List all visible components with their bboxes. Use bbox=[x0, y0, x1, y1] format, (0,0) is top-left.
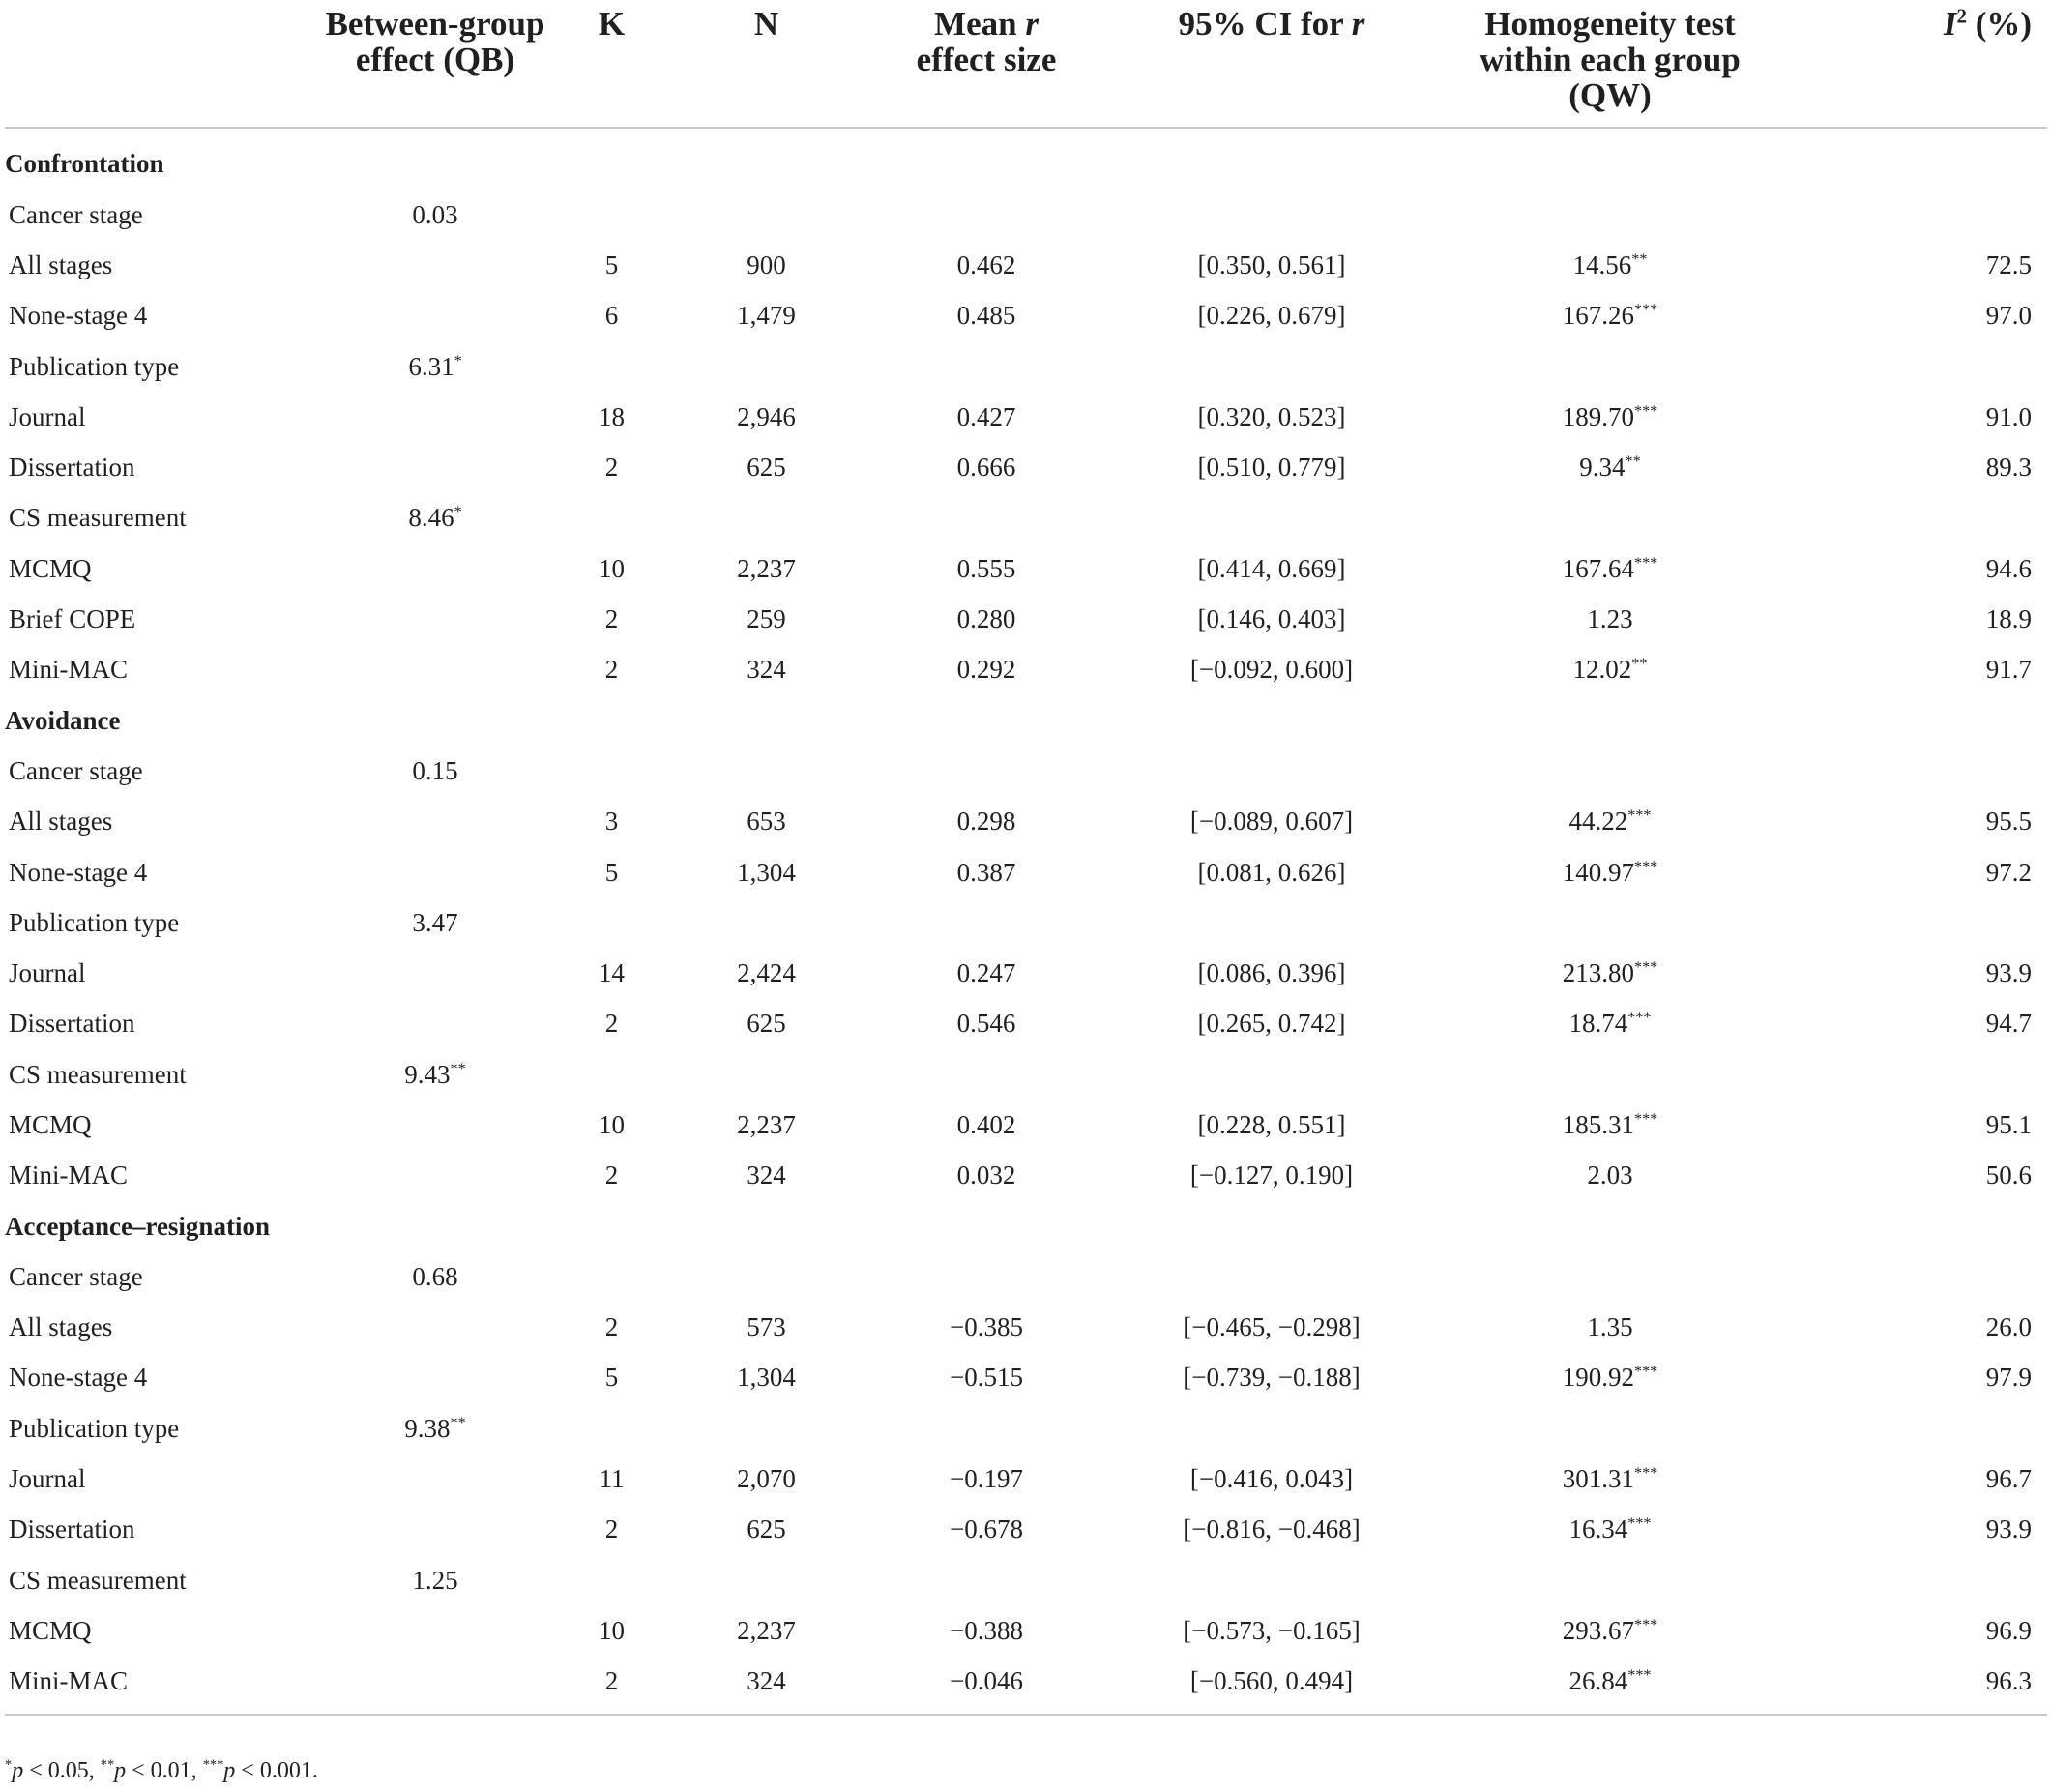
cell-qb bbox=[314, 594, 556, 644]
cell-qb: 6.31* bbox=[408, 351, 462, 381]
cell-k bbox=[556, 190, 667, 240]
cell-n bbox=[667, 1555, 865, 1605]
cell-i2 bbox=[1784, 1555, 2047, 1605]
cell-i2 bbox=[1784, 493, 2047, 543]
cell-qb bbox=[314, 392, 556, 442]
moderator-row bbox=[5, 1049, 2047, 1100]
cell-ci: [0.226, 0.679] bbox=[1197, 301, 1346, 331]
cell-k bbox=[556, 128, 667, 190]
cell-ci bbox=[1107, 1201, 1436, 1251]
cell-i2: 97.2 bbox=[1985, 857, 2032, 887]
cell-n bbox=[667, 190, 865, 240]
cell-label: CS measurement bbox=[9, 1059, 187, 1089]
cell-qb bbox=[314, 1303, 556, 1353]
cell-n bbox=[667, 1049, 865, 1100]
cell-qw: 167.64*** bbox=[1562, 553, 1658, 583]
cell-label: MCMQ bbox=[9, 553, 92, 583]
cell-k: 10 bbox=[599, 553, 625, 583]
cell-ci bbox=[1107, 1049, 1436, 1100]
cell-r bbox=[865, 1555, 1107, 1605]
cell-k: 2 bbox=[604, 1160, 619, 1190]
cell-n: 259 bbox=[747, 604, 786, 634]
cell-n: 2,237 bbox=[737, 553, 796, 583]
cell-qb: 0.15 bbox=[412, 755, 458, 785]
cell-label: Mini-MAC bbox=[9, 655, 129, 685]
cell-i2: 91.0 bbox=[1985, 401, 2032, 431]
cell-n bbox=[667, 493, 865, 543]
cell-qb bbox=[314, 240, 556, 290]
cell-k: 18 bbox=[599, 401, 625, 431]
cell-qb: 8.46* bbox=[408, 503, 462, 533]
table-row bbox=[5, 797, 2047, 847]
cell-label: None-stage 4 bbox=[9, 301, 148, 331]
cell-k: 3 bbox=[604, 807, 619, 837]
cell-n: 324 bbox=[747, 1160, 786, 1190]
cell-k: 2 bbox=[604, 453, 619, 483]
cell-ci: [−0.127, 0.190] bbox=[1189, 1160, 1354, 1190]
cell-label: All stages bbox=[9, 1312, 113, 1342]
cell-ci: [0.510, 0.779] bbox=[1197, 453, 1346, 483]
cell-label: Cancer stage bbox=[9, 1261, 143, 1291]
cell-r bbox=[865, 1201, 1107, 1251]
header-mean-r: Mean r effect size bbox=[865, 0, 1107, 128]
cell-n: 2,946 bbox=[737, 401, 796, 431]
cell-k: 6 bbox=[604, 301, 619, 331]
cell-k: 5 bbox=[604, 1363, 619, 1393]
cell-ci: [−0.092, 0.600] bbox=[1189, 655, 1354, 685]
cell-k bbox=[556, 341, 667, 392]
cell-label: Publication type bbox=[9, 907, 180, 937]
cell-qw: 14.56** bbox=[1572, 250, 1648, 279]
cell-qb bbox=[314, 1353, 556, 1403]
cell-qb bbox=[314, 1201, 556, 1251]
cell-qb bbox=[314, 797, 556, 847]
table-row bbox=[5, 291, 2047, 341]
cell-r: 0.485 bbox=[956, 301, 1016, 331]
cell-r: 0.462 bbox=[956, 250, 1016, 279]
cell-qw: 44.22*** bbox=[1568, 807, 1652, 837]
cell-qb bbox=[314, 543, 556, 594]
cell-ci bbox=[1107, 493, 1436, 543]
cell-r: 0.247 bbox=[956, 958, 1016, 988]
cell-n: 573 bbox=[747, 1312, 786, 1342]
cell-k: 2 bbox=[604, 1514, 619, 1544]
table-row bbox=[5, 543, 2047, 594]
cell-r bbox=[865, 128, 1107, 190]
cell-n: 625 bbox=[747, 453, 786, 483]
cell-label: Cancer stage bbox=[9, 755, 143, 785]
cell-r bbox=[865, 1251, 1107, 1302]
cell-k: 5 bbox=[604, 857, 619, 887]
header-ci: 95% CI for r bbox=[1107, 0, 1436, 128]
cell-i2 bbox=[1784, 1403, 2047, 1454]
cell-i2: 91.7 bbox=[1985, 655, 2032, 685]
cell-i2: 93.9 bbox=[1985, 958, 2032, 988]
table-row bbox=[5, 1657, 2047, 1715]
cell-i2 bbox=[1784, 1251, 2047, 1302]
cell-ci: [0.414, 0.669] bbox=[1197, 553, 1346, 583]
cell-qw bbox=[1436, 1555, 1784, 1605]
cell-qw bbox=[1436, 190, 1784, 240]
cell-k: 5 bbox=[604, 250, 619, 279]
section-row bbox=[5, 1201, 2047, 1251]
cell-i2 bbox=[1784, 341, 2047, 392]
cell-r: 0.427 bbox=[956, 401, 1016, 431]
cell-r bbox=[865, 493, 1107, 543]
cell-qw: 1.35 bbox=[1587, 1312, 1633, 1342]
cell-i2: 96.3 bbox=[1784, 1657, 2047, 1715]
cell-ci: [0.320, 0.523] bbox=[1197, 401, 1346, 431]
cell-r: 0.402 bbox=[956, 1109, 1016, 1139]
cell-k: 2 bbox=[556, 1657, 667, 1715]
cell-n: 324 bbox=[667, 1657, 865, 1715]
cell-k bbox=[556, 1251, 667, 1302]
cell-n: 324 bbox=[747, 655, 786, 685]
cell-label: MCMQ bbox=[9, 1109, 92, 1139]
header-i2: $I^2$ (%) bbox=[1784, 0, 2047, 128]
cell-r bbox=[865, 746, 1107, 796]
table-row bbox=[5, 645, 2047, 695]
header-between-group-effect: Between-group effect (QB) bbox=[314, 0, 556, 128]
cell-k: 2 bbox=[604, 655, 619, 685]
cell-n bbox=[667, 1403, 865, 1454]
cell-k: 10 bbox=[599, 1109, 625, 1139]
cell-qb bbox=[314, 291, 556, 341]
cell-label: CS measurement bbox=[9, 503, 187, 533]
cell-qw: 167.26*** bbox=[1562, 301, 1658, 331]
cell-k bbox=[556, 1201, 667, 1251]
cell-qb bbox=[314, 645, 556, 695]
cell-n bbox=[667, 1201, 865, 1251]
cell-k: 2 bbox=[604, 604, 619, 634]
cell-label: MCMQ bbox=[9, 1615, 92, 1645]
cell-i2 bbox=[1784, 1201, 2047, 1251]
cell-i2: 18.9 bbox=[1985, 604, 2032, 634]
cell-r bbox=[865, 190, 1107, 240]
cell-ci bbox=[1107, 128, 1436, 190]
cell-qb bbox=[314, 1100, 556, 1150]
cell-qw: 26.84*** bbox=[1436, 1657, 1784, 1715]
cell-qw bbox=[1436, 897, 1784, 948]
cell-r: 0.666 bbox=[956, 453, 1016, 483]
cell-r: 0.387 bbox=[956, 857, 1016, 887]
cell-k: 2 bbox=[604, 1312, 619, 1342]
cell-ci: [−0.089, 0.607] bbox=[1189, 807, 1354, 837]
cell-i2: 89.3 bbox=[1985, 453, 2032, 483]
cell-r: −0.385 bbox=[950, 1312, 1023, 1342]
cell-qw bbox=[1436, 1403, 1784, 1454]
cell-qw: 301.31*** bbox=[1562, 1464, 1658, 1494]
cell-qw: 1.23 bbox=[1587, 604, 1633, 634]
cell-ci: [0.228, 0.551] bbox=[1197, 1109, 1346, 1139]
cell-label: Mini-MAC bbox=[9, 1160, 129, 1190]
cell-qb bbox=[314, 1505, 556, 1555]
cell-qw bbox=[1436, 493, 1784, 543]
section-row bbox=[5, 695, 2047, 746]
cell-n: 1,479 bbox=[737, 301, 796, 331]
cell-ci bbox=[1107, 897, 1436, 948]
cell-label: Journal bbox=[9, 1464, 86, 1494]
cell-i2: 26.0 bbox=[1985, 1312, 2032, 1342]
cell-qb: 1.25 bbox=[412, 1565, 458, 1595]
cell-i2 bbox=[1784, 746, 2047, 796]
cell-qw: 189.70*** bbox=[1562, 401, 1658, 431]
table-row bbox=[5, 847, 2047, 897]
cell-r: −0.197 bbox=[950, 1464, 1023, 1494]
cell-qw bbox=[1436, 746, 1784, 796]
moderator-row bbox=[5, 897, 2047, 948]
table-row bbox=[5, 1151, 2047, 1201]
cell-qb bbox=[314, 1454, 556, 1504]
cell-qb bbox=[314, 1657, 556, 1715]
cell-label: Dissertation bbox=[9, 1009, 135, 1039]
cell-r: 0.292 bbox=[956, 655, 1016, 685]
cell-qw bbox=[1436, 341, 1784, 392]
cell-qb bbox=[314, 999, 556, 1049]
cell-label: Journal bbox=[9, 401, 86, 431]
cell-qb bbox=[314, 948, 556, 998]
cell-label: None-stage 4 bbox=[9, 857, 148, 887]
cell-qw: 2.03 bbox=[1587, 1160, 1633, 1190]
cell-ci bbox=[1107, 1251, 1436, 1302]
header-homogeneity: Homogeneity test within each group (QW) bbox=[1436, 0, 1784, 128]
cell-i2 bbox=[1784, 190, 2047, 240]
cell-i2: 93.9 bbox=[1985, 1514, 2032, 1544]
table-row bbox=[5, 392, 2047, 442]
cell-i2 bbox=[1784, 695, 2047, 746]
cell-r: 0.298 bbox=[956, 807, 1016, 837]
cell-i2: 50.6 bbox=[1985, 1160, 2032, 1190]
cell-label: Avoidance bbox=[5, 705, 121, 735]
cell-r: 0.280 bbox=[956, 604, 1016, 634]
cell-qw: 185.31*** bbox=[1562, 1109, 1658, 1139]
cell-r bbox=[865, 1403, 1107, 1454]
cell-n bbox=[667, 897, 865, 948]
table-row bbox=[5, 594, 2047, 644]
cell-label: Brief COPE bbox=[9, 604, 136, 634]
cell-ci: [0.265, 0.742] bbox=[1197, 1009, 1346, 1039]
table-body bbox=[5, 128, 2047, 1715]
cell-ci: [−0.573, −0.165] bbox=[1183, 1615, 1361, 1645]
cell-ci: [−0.465, −0.298] bbox=[1183, 1312, 1361, 1342]
cell-k bbox=[556, 1403, 667, 1454]
cell-r bbox=[865, 695, 1107, 746]
cell-r: −0.515 bbox=[950, 1363, 1023, 1393]
cell-n: 900 bbox=[747, 250, 786, 279]
moderator-row bbox=[5, 190, 2047, 240]
table-row bbox=[5, 240, 2047, 290]
cell-qb: 0.68 bbox=[412, 1261, 458, 1291]
cell-label: Publication type bbox=[9, 1413, 180, 1443]
cell-ci bbox=[1107, 1555, 1436, 1605]
table-header bbox=[5, 0, 2047, 128]
table-row bbox=[5, 442, 2047, 492]
cell-r: 0.555 bbox=[956, 553, 1016, 583]
cell-qw bbox=[1436, 1251, 1784, 1302]
cell-qb: 9.38** bbox=[404, 1413, 466, 1443]
cell-n bbox=[667, 341, 865, 392]
cell-qb: 0.03 bbox=[412, 199, 458, 229]
cell-label: Cancer stage bbox=[9, 199, 143, 229]
cell-n: 1,304 bbox=[737, 857, 796, 887]
cell-i2: 96.9 bbox=[1985, 1615, 2032, 1645]
cell-k bbox=[556, 897, 667, 948]
cell-ci: [−0.816, −0.468] bbox=[1183, 1514, 1361, 1544]
cell-n bbox=[667, 695, 865, 746]
cell-k: 14 bbox=[599, 958, 625, 988]
cell-qw: 16.34*** bbox=[1568, 1514, 1652, 1544]
cell-qw: 213.80*** bbox=[1562, 958, 1658, 988]
cell-i2: 97.9 bbox=[1985, 1363, 2032, 1393]
cell-i2: 72.5 bbox=[1985, 250, 2032, 279]
table-row bbox=[5, 948, 2047, 998]
cell-r: 0.546 bbox=[956, 1009, 1016, 1039]
moderator-row bbox=[5, 1403, 2047, 1454]
cell-qw: 12.02** bbox=[1572, 655, 1648, 685]
cell-r: −0.388 bbox=[950, 1615, 1023, 1645]
cell-r: −0.046 bbox=[865, 1657, 1107, 1715]
cell-n bbox=[667, 746, 865, 796]
cell-n: 653 bbox=[747, 807, 786, 837]
cell-ci: [−0.560, 0.494] bbox=[1107, 1657, 1436, 1715]
cell-ci: [0.081, 0.626] bbox=[1197, 857, 1346, 887]
table-row bbox=[5, 1353, 2047, 1403]
cell-qb: 9.43** bbox=[404, 1059, 466, 1089]
cell-i2: 96.7 bbox=[1985, 1464, 2032, 1494]
table-row bbox=[5, 1605, 2047, 1656]
cell-i2: 94.6 bbox=[1985, 553, 2032, 583]
section-row bbox=[5, 128, 2047, 190]
cell-i2 bbox=[1784, 1049, 2047, 1100]
cell-n: 2,237 bbox=[737, 1109, 796, 1139]
cell-n bbox=[667, 1251, 865, 1302]
cell-k bbox=[556, 1555, 667, 1605]
cell-k bbox=[556, 746, 667, 796]
cell-qb bbox=[314, 1151, 556, 1201]
cell-i2: 95.1 bbox=[1985, 1109, 2032, 1139]
cell-i2 bbox=[1784, 897, 2047, 948]
cell-ci: [0.086, 0.396] bbox=[1197, 958, 1346, 988]
meta-analysis-table bbox=[5, 0, 2047, 1716]
cell-qb bbox=[314, 1605, 556, 1656]
cell-label: Confrontation bbox=[5, 149, 164, 178]
cell-qb bbox=[314, 128, 556, 190]
cell-label: Dissertation bbox=[9, 1514, 135, 1544]
cell-i2: 94.7 bbox=[1985, 1009, 2032, 1039]
moderator-row bbox=[5, 493, 2047, 543]
moderator-row bbox=[5, 1251, 2047, 1302]
cell-i2 bbox=[1784, 128, 2047, 190]
moderator-row bbox=[5, 746, 2047, 796]
table-row bbox=[5, 1303, 2047, 1353]
cell-k bbox=[556, 1049, 667, 1100]
cell-k: 11 bbox=[599, 1464, 625, 1494]
cell-ci bbox=[1107, 1403, 1436, 1454]
footnote: *p < 0.05, **p < 0.01, ***p < 0.001. bbox=[5, 1757, 318, 1783]
cell-i2: 95.5 bbox=[1985, 807, 2032, 837]
cell-qb bbox=[314, 695, 556, 746]
cell-n: 625 bbox=[747, 1514, 786, 1544]
cell-r: 0.032 bbox=[956, 1160, 1016, 1190]
cell-k bbox=[556, 493, 667, 543]
cell-label: Mini-MAC bbox=[5, 1657, 314, 1715]
cell-qb bbox=[314, 442, 556, 492]
cell-qw: 18.74*** bbox=[1568, 1009, 1652, 1039]
cell-qw bbox=[1436, 695, 1784, 746]
cell-label: None-stage 4 bbox=[9, 1363, 148, 1393]
cell-label: Acceptance–resignation bbox=[5, 1211, 270, 1241]
cell-ci bbox=[1107, 746, 1436, 796]
table-row bbox=[5, 999, 2047, 1049]
cell-qw bbox=[1436, 1049, 1784, 1100]
table-row bbox=[5, 1100, 2047, 1150]
cell-ci: [0.350, 0.561] bbox=[1197, 250, 1346, 279]
cell-n: 625 bbox=[747, 1009, 786, 1039]
cell-k bbox=[556, 695, 667, 746]
cell-label: Publication type bbox=[9, 351, 180, 381]
cell-qw bbox=[1436, 1201, 1784, 1251]
cell-label: All stages bbox=[9, 807, 113, 837]
moderator-row bbox=[5, 1555, 2047, 1605]
cell-qw: 140.97*** bbox=[1562, 857, 1658, 887]
cell-ci: [−0.416, 0.043] bbox=[1189, 1464, 1354, 1494]
cell-qb: 3.47 bbox=[412, 907, 458, 937]
table-row bbox=[5, 1505, 2047, 1555]
cell-ci: [−0.739, −0.188] bbox=[1183, 1363, 1361, 1393]
cell-n: 1,304 bbox=[737, 1363, 796, 1393]
header-n: N bbox=[667, 0, 865, 128]
cell-n: 2,237 bbox=[737, 1615, 796, 1645]
cell-r bbox=[865, 1049, 1107, 1100]
cell-qb bbox=[314, 847, 556, 897]
cell-qw: 190.92*** bbox=[1562, 1363, 1658, 1393]
cell-i2: 97.0 bbox=[1985, 301, 2032, 331]
table-row bbox=[5, 1454, 2047, 1504]
cell-qw: 9.34** bbox=[1579, 453, 1641, 483]
cell-label: CS measurement bbox=[9, 1565, 187, 1595]
cell-k: 10 bbox=[599, 1615, 625, 1645]
cell-label: Journal bbox=[9, 958, 86, 988]
cell-n: 2,424 bbox=[737, 958, 796, 988]
cell-r bbox=[865, 897, 1107, 948]
cell-ci: [0.146, 0.403] bbox=[1197, 604, 1346, 634]
cell-label: All stages bbox=[9, 250, 113, 279]
cell-qw: 293.67*** bbox=[1562, 1615, 1658, 1645]
moderator-row bbox=[5, 341, 2047, 392]
cell-r bbox=[865, 341, 1107, 392]
cell-r: −0.678 bbox=[950, 1514, 1023, 1544]
cell-n: 2,070 bbox=[737, 1464, 796, 1494]
cell-ci bbox=[1107, 190, 1436, 240]
header-blank bbox=[5, 0, 314, 128]
cell-ci bbox=[1107, 341, 1436, 392]
cell-ci bbox=[1107, 695, 1436, 746]
cell-n bbox=[667, 128, 865, 190]
cell-label: Dissertation bbox=[9, 453, 135, 483]
cell-k: 2 bbox=[604, 1009, 619, 1039]
cell-qw bbox=[1436, 128, 1784, 190]
header-k: K bbox=[556, 0, 667, 128]
